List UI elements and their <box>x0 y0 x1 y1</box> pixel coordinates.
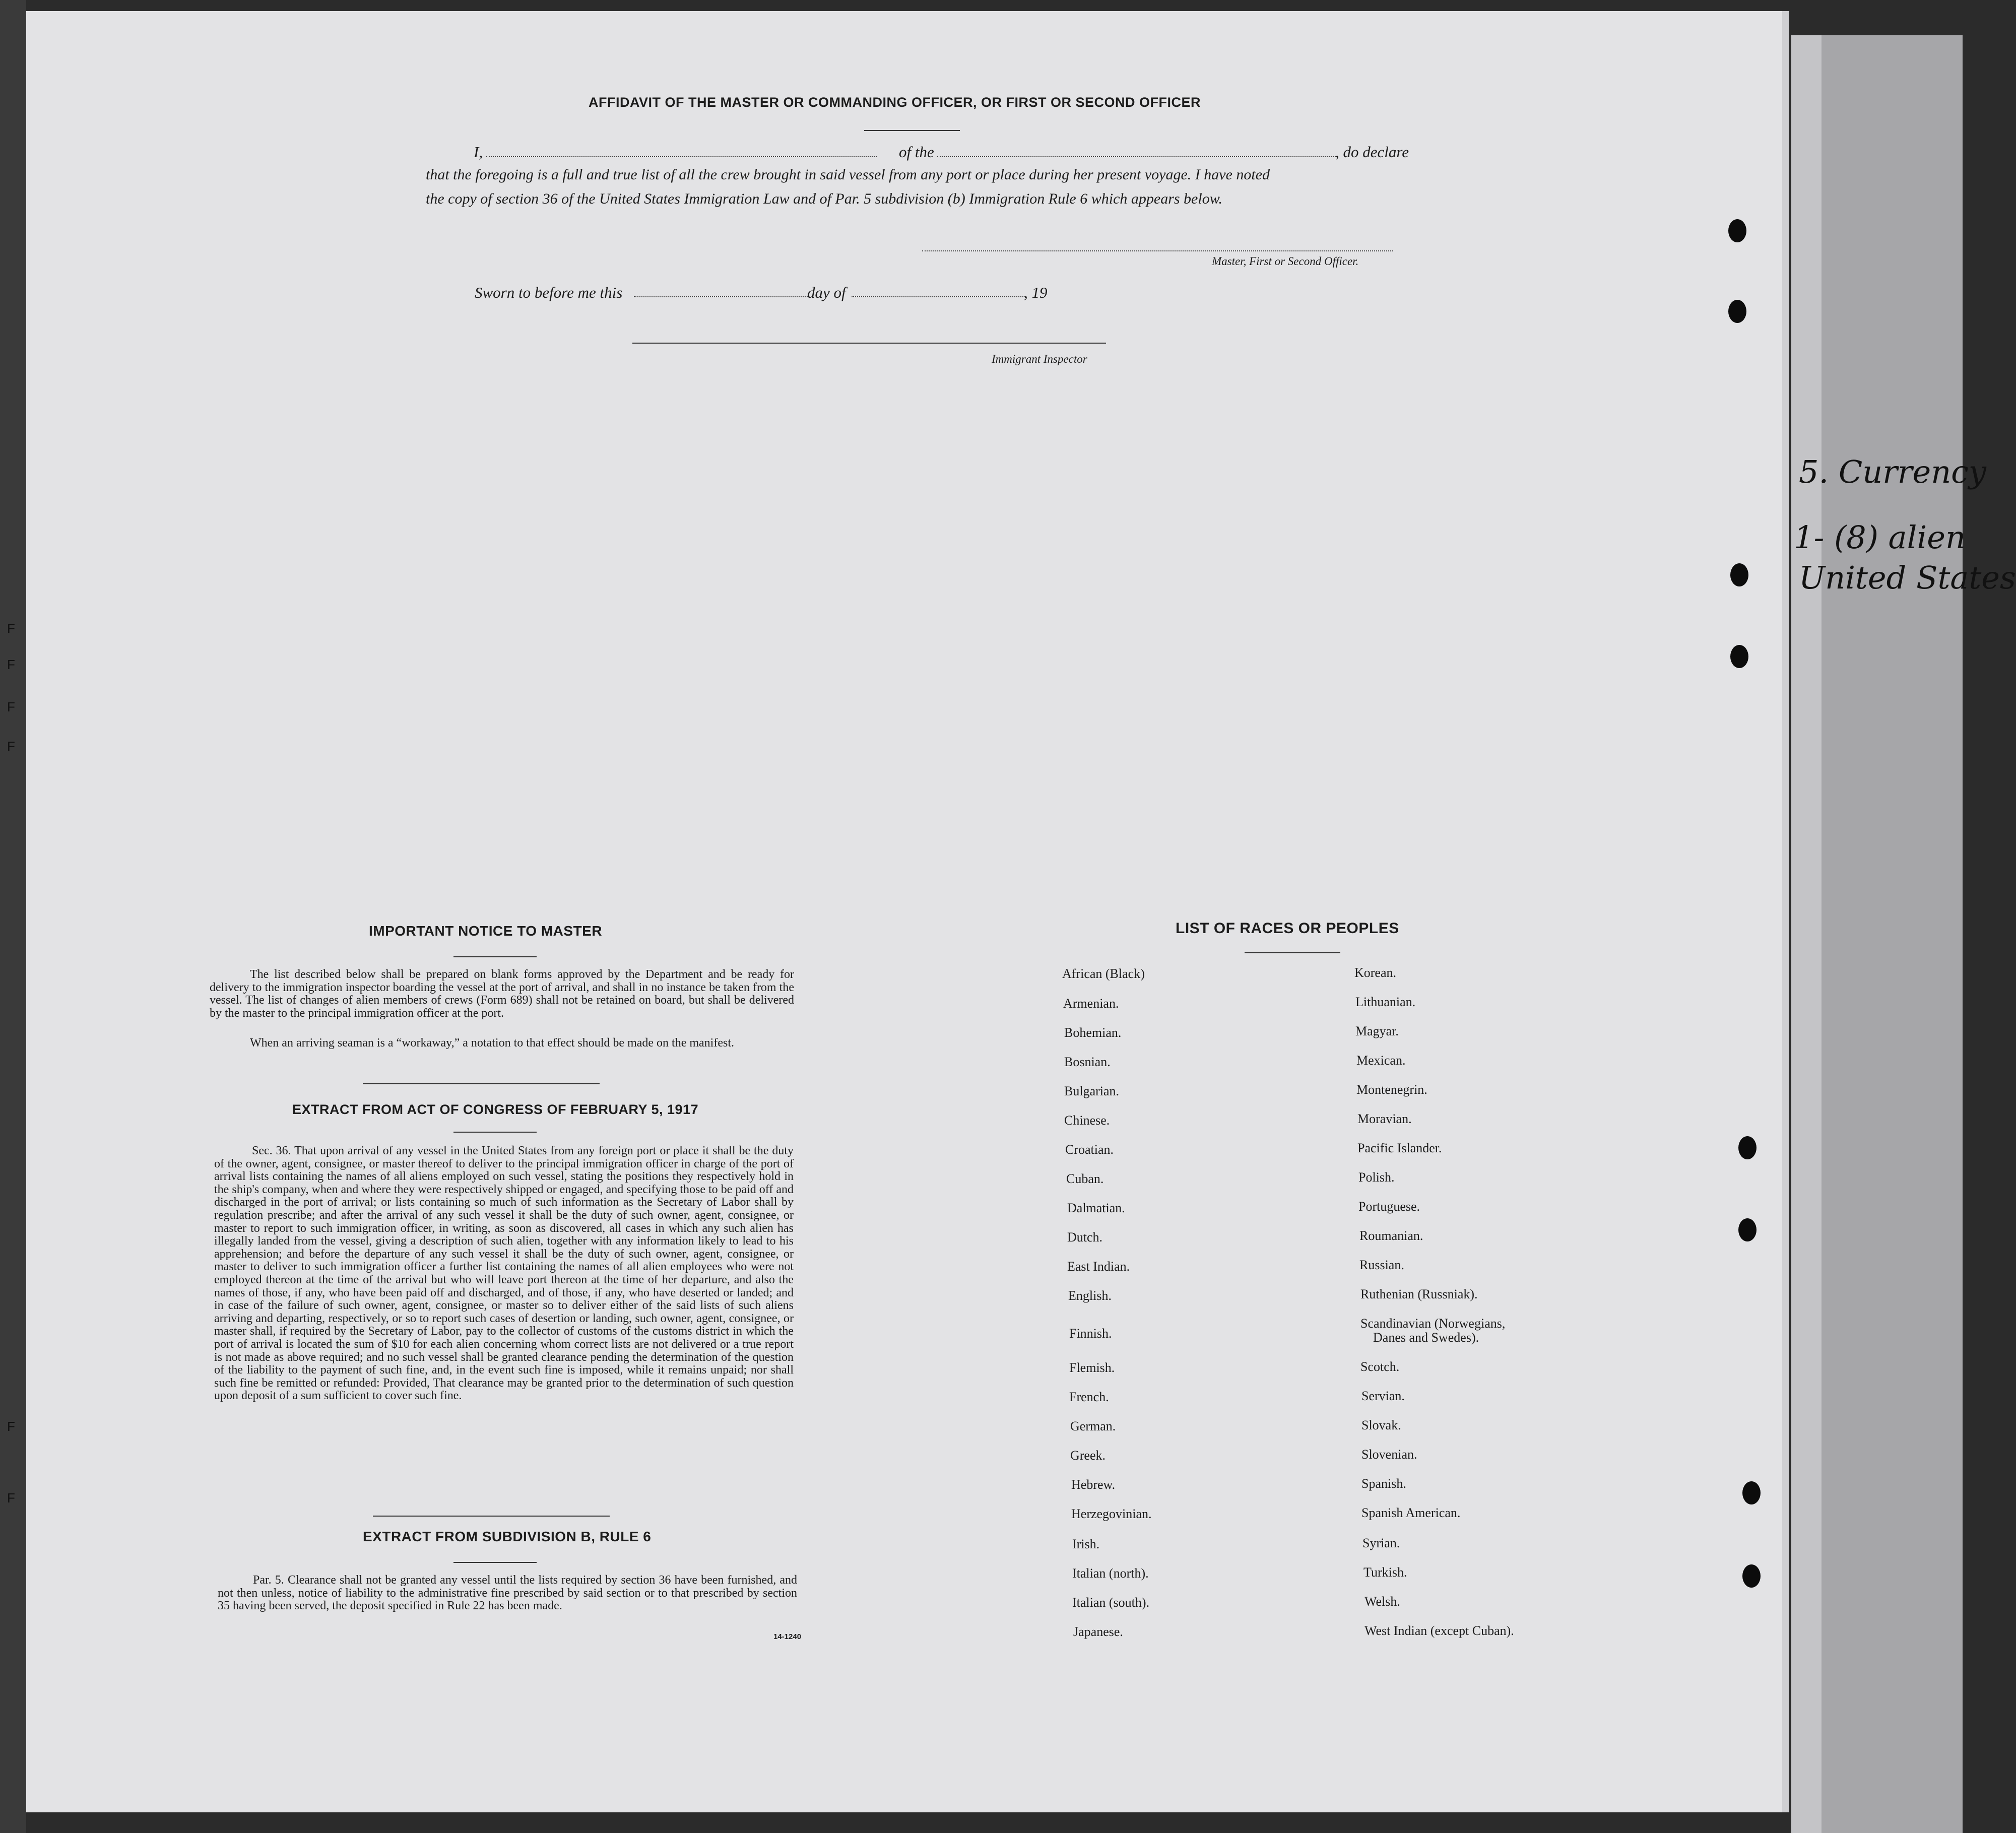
margin-mark: F <box>7 699 15 714</box>
punch-hole <box>1728 219 1746 242</box>
punch-hole <box>1742 1481 1761 1504</box>
race-item: Croatian. <box>1065 1142 1114 1157</box>
race-item: Cuban. <box>1066 1171 1104 1186</box>
affidavit-title: AFFIDAVIT OF THE MASTER OR COMMANDING OFFICER, OR FIRST OR SECOND OFFICER <box>589 95 1201 110</box>
affidavit-line-2: the copy of section 36 of the United States Immigration Law and of Par. 5 subdivision (b) Immigration Rule 6 which appears below. <box>426 190 1222 207</box>
race-item: Syrian. <box>1362 1536 1400 1550</box>
punch-hole <box>1730 563 1748 586</box>
notice-paragraph-2: When an arriving seaman is a “workaway,” a notation to that effect should be made on the manifest. <box>250 1036 734 1050</box>
notice-paragraph-1: The list described below shall be prepared on blank forms approved by the Department and be ready for delivery to the immigration inspector boarding the vessel at the port of arrival, and shall in no instance be taken from the vessel. The list of changes of alien members of crews (Form 689) shall not be retained on board, but shall be delivered by the master to the principal immigration officer at the port. <box>210 968 794 1020</box>
race-item: Finnish. <box>1069 1326 1112 1341</box>
name-blank <box>486 156 877 157</box>
race-item: Slovak. <box>1361 1418 1401 1432</box>
vessel-blank <box>937 156 1338 157</box>
race-item: Russian. <box>1359 1258 1404 1272</box>
notice-title: IMPORTANT NOTICE TO MASTER <box>369 923 603 939</box>
race-item: Japanese. <box>1073 1624 1123 1639</box>
sworn-day-blank <box>634 296 808 297</box>
punch-hole <box>1738 1136 1757 1159</box>
page-edge-shadow <box>1791 35 1822 1833</box>
form-number: 14-1240 <box>773 1632 802 1641</box>
form-page <box>26 11 1789 1812</box>
race-item: Spanish American. <box>1361 1505 1461 1520</box>
divider <box>453 1132 537 1133</box>
divider <box>453 956 537 957</box>
race-item: East Indian. <box>1067 1259 1130 1274</box>
divider <box>373 1516 610 1517</box>
race-item: West Indian (except Cuban). <box>1364 1623 1514 1638</box>
race-item: Scandinavian (Norwegians, <box>1360 1316 1506 1331</box>
margin-mark: F <box>7 739 15 754</box>
race-item: Korean. <box>1354 965 1397 980</box>
inspector-signature-blank <box>632 343 1106 344</box>
punch-hole <box>1728 300 1746 323</box>
race-item: Lithuanian. <box>1355 995 1416 1009</box>
race-item: Pacific Islander. <box>1357 1141 1442 1155</box>
divider <box>453 1562 537 1563</box>
race-item: African (Black) <box>1062 966 1145 981</box>
race-item: Mexican. <box>1356 1053 1406 1068</box>
margin-mark: F <box>7 1419 15 1434</box>
inspector-caption: Immigrant Inspector <box>992 353 1087 365</box>
race-item: Turkish. <box>1363 1565 1407 1580</box>
race-item: Bulgarian. <box>1064 1084 1120 1098</box>
act-extract-title: EXTRACT FROM ACT OF CONGRESS OF FEBRUARY 5, 1917 <box>292 1102 699 1117</box>
race-item: Welsh. <box>1364 1594 1400 1609</box>
race-item: Irish. <box>1072 1537 1100 1551</box>
race-item: Polish. <box>1358 1170 1395 1185</box>
affidavit-line-1: that the foregoing is a full and true list of all the crew brought in said vessel from any port or place during her present voyage. I have noted <box>426 166 1270 183</box>
margin-mark: F <box>7 621 15 636</box>
race-item: Herzegovinian. <box>1071 1507 1152 1521</box>
handwritten-note-line-3: United States <box>1799 559 2016 596</box>
divider <box>1245 952 1340 953</box>
race-item: Magyar. <box>1355 1024 1399 1038</box>
master-signature-caption: Master, First or Second Officer. <box>1212 255 1359 268</box>
handwritten-note-line-1: 5. Currency <box>1799 453 1986 490</box>
race-item: Moravian. <box>1357 1111 1412 1126</box>
race-item: Dutch. <box>1067 1230 1103 1245</box>
punch-hole <box>1738 1218 1757 1241</box>
race-item: Bohemian. <box>1064 1025 1122 1040</box>
race-item: Roumanian. <box>1359 1228 1423 1243</box>
year-label: , 19 <box>1024 284 1048 301</box>
rule-extract-title: EXTRACT FROM SUBDIVISION B, RULE 6 <box>363 1529 652 1544</box>
divider <box>864 130 960 131</box>
race-item: Hebrew. <box>1071 1477 1116 1492</box>
sworn-month-blank <box>852 296 1025 297</box>
punch-hole <box>1730 645 1748 668</box>
race-item: Spanish. <box>1361 1476 1406 1491</box>
act-extract-text: Sec. 36. That upon arrival of any vessel in the United States from any foreign port or place it shall be the duty of the owner, agent, consignee, or master thereof to deliver to the principal immigration officer in charge of the port of arrival lists containing the names of all aliens employed on such vessel, stating the positions they respectively hold in the ship's company, when and where they were respectively shipped or engaged, and specifying those to be paid off and discharged in the port of arrival; or lists containing so much of such information as the Secretary of Labor shall by regulation prescribe; and after the arrival of any such vessel it shall be the duty of such owner, agent, consignee, or master to report to such immigration officer, in writing, as soon as discovered, all cases in which any such alien has illegally landed from the vessel, giving a description of such alien, together with any information likely to lead to his apprehension; and before the departure of any such vessel it shall be the duty of such owner, agent, consignee, or master to deliver to such immigration officer a further list containing the names of all alien employees who were not employed thereon at the time of the arrival but who will leave port thereon at the time of her departure, and also the names of those, if any, who have been paid off and discharged, and of those, if any, who have deserted or landed; and in case of the failure of such owner, agent, consignee, or master so to deliver either of the said lists of such aliens arriving and departing, respectively, or so to report such cases of desertion or landing, such owner, agent, consignee, or master shall, if required by the Secretary of Labor, pay to the collector of customs of the customs district in which the port of arrival is located the sum of $10 for each alien concerning whom correct lists are not delivered or a true report is not made as above required; and no such vessel shall be granted clearance pending the determination of the question of the liability to the payment of such fine, and, in the event such fine is imposed, while it remains unpaid; nor shall such fine be remitted or refunded: Provided, That clearance may be granted prior to the determination of such question upon deposit of a sum sufficient to cover such fine. <box>214 1144 794 1403</box>
rule-extract-text: Par. 5. Clearance shall not be granted any vessel until the lists required by section 36 have been furnished, and not then unless, notice of liability to the administrative fine prescribed by said section or to that prescribed by section 35 having been served, the deposit specified in Rule 22 has been made. <box>218 1574 797 1612</box>
race-item: Portuguese. <box>1358 1199 1420 1214</box>
race-item: Armenian. <box>1063 996 1119 1011</box>
race-item: Danes and Swedes). <box>1373 1330 1479 1345</box>
affidavit-of-the-label: of the <box>899 143 934 161</box>
race-item: Scotch. <box>1360 1359 1400 1374</box>
affidavit-i-label: I, <box>474 143 483 161</box>
scan-left-edge <box>0 0 26 1833</box>
punch-hole <box>1742 1564 1761 1588</box>
race-item: Servian. <box>1361 1389 1405 1403</box>
affidavit-do-declare: , do declare <box>1335 143 1409 161</box>
margin-mark: F <box>7 1490 15 1505</box>
margin-mark: F <box>7 657 15 672</box>
day-of-label: day of <box>807 284 846 301</box>
race-item: Greek. <box>1070 1448 1106 1463</box>
race-item: Italian (north). <box>1072 1566 1149 1581</box>
race-item: Montenegrin. <box>1356 1082 1427 1097</box>
race-item: Ruthenian (Russniak). <box>1360 1287 1478 1301</box>
race-item: French. <box>1069 1390 1109 1404</box>
races-title: LIST OF RACES OR PEOPLES <box>1176 920 1399 937</box>
sworn-label: Sworn to before me this <box>475 284 623 301</box>
race-item: Flemish. <box>1069 1360 1115 1375</box>
race-item: Dalmatian. <box>1067 1201 1125 1215</box>
race-item: Italian (south). <box>1072 1595 1150 1610</box>
race-item: English. <box>1068 1288 1112 1303</box>
master-signature-blank <box>922 250 1393 251</box>
race-item: Slovenian. <box>1361 1447 1417 1462</box>
race-item: Chinese. <box>1064 1113 1110 1128</box>
race-item: German. <box>1070 1419 1116 1433</box>
divider <box>363 1083 600 1084</box>
handwritten-note-line-2: 1- (8) alien <box>1794 519 1966 556</box>
race-item: Bosnian. <box>1064 1055 1111 1069</box>
